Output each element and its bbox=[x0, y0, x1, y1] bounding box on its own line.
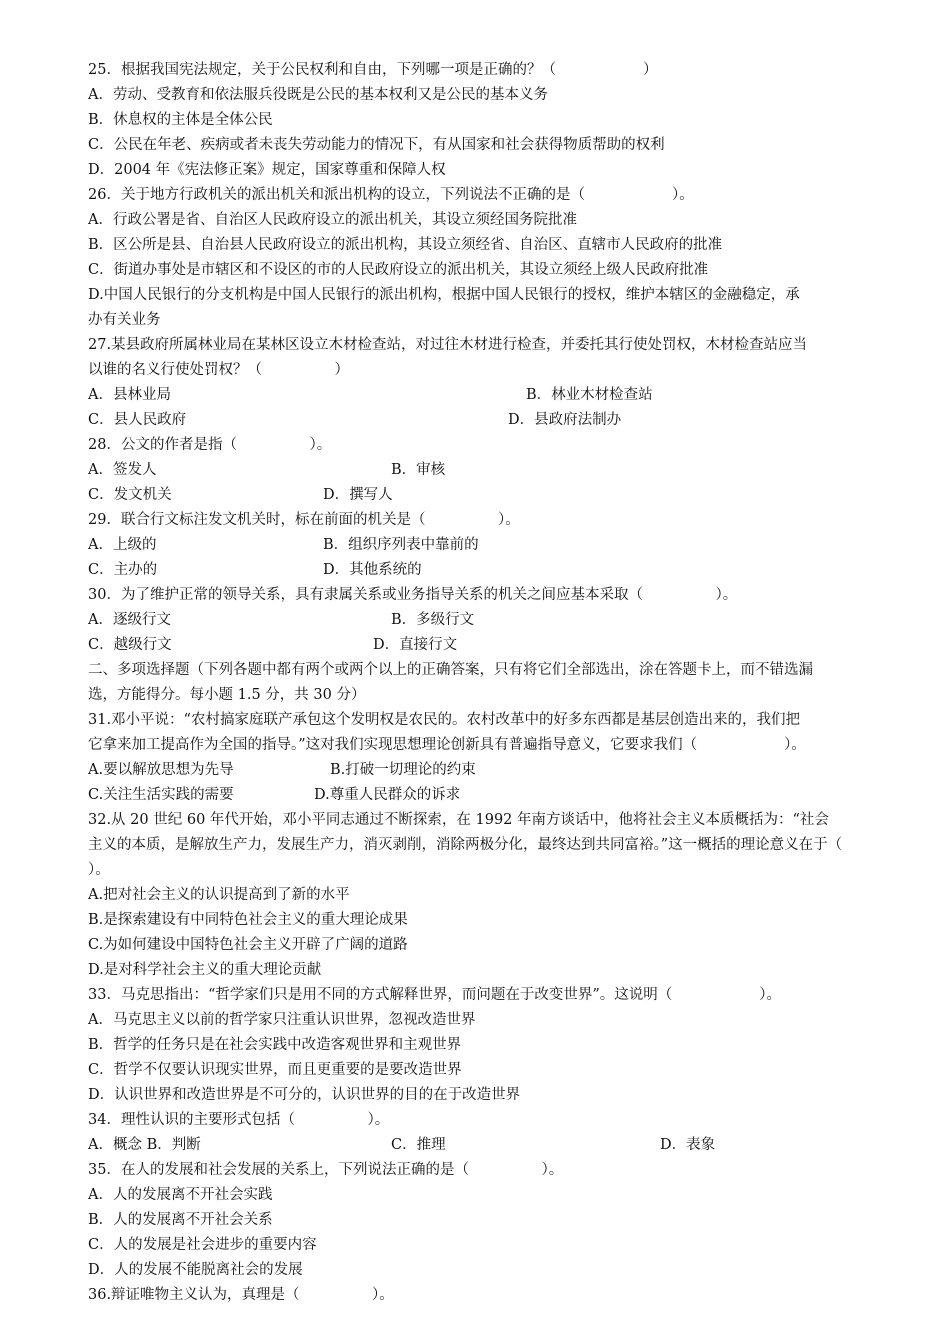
q31-options-row-2 bbox=[88, 783, 908, 808]
q32-option-b: B.是探索建设有中同特色社会主义的重大理论成果 bbox=[88, 912, 408, 928]
q33-option-b: B．哲学的任务只是在社会实践中改造客观世界和主观世界 bbox=[88, 1037, 462, 1053]
q27-stem-cont: 以谁的名义行使处罚权？（ ） bbox=[88, 362, 349, 378]
q27-stem: 27.某县政府所属林业局在某林区设立木材检查站，对过往木材进行检查，并委托其行使处罚权，木材检查站应当 bbox=[88, 337, 808, 353]
q31-option-b: B.打破一切理论的约束 bbox=[330, 762, 476, 778]
q34-option-c: C．推理 bbox=[391, 1137, 446, 1153]
q35-option-b: B．人的发展离不开社会关系 bbox=[88, 1212, 273, 1228]
q34-options-row bbox=[88, 1133, 908, 1158]
q28-option-a: A．签发人 bbox=[88, 462, 157, 478]
q35-option-a: A．人的发展离不开社会实践 bbox=[88, 1187, 273, 1203]
q30-stem: 30．为了维护正常的领导关系，具有隶属关系或业务指导关系的机关之间应基本采取（ ）。 bbox=[88, 587, 738, 603]
q30-option-b: B．多级行文 bbox=[391, 612, 475, 628]
q35-option-c: C．人的发展是社会进步的重要内容 bbox=[88, 1237, 317, 1253]
q34-stem: 34．理性认识的主要形式包括（ ）。 bbox=[88, 1112, 390, 1128]
q26-option-d: D.中国人民银行的分支机构是中国人民银行的派出机构，根据中国人民银行的授权，维护本辖区的金融稳定，承 bbox=[88, 287, 800, 303]
q31-options-row-1 bbox=[88, 758, 908, 783]
q32-option-c: C.为如何建设中国特色社会主义开辟了广阔的道路 bbox=[88, 937, 408, 953]
q35-option-d: D．人的发展不能脱离社会的发展 bbox=[88, 1262, 303, 1278]
q27-option-a: A．县林业局 bbox=[88, 387, 171, 403]
q32-option-d: D.是对科学社会主义的重大理论贡献 bbox=[88, 962, 322, 978]
q31-option-d: D.尊重人民群众的诉求 bbox=[314, 787, 461, 803]
q30-options-row-2 bbox=[88, 633, 908, 658]
q29-options-row-2 bbox=[88, 558, 908, 583]
q36-stem: 36.辩证唯物主义认为，真理是（ ）。 bbox=[88, 1287, 394, 1303]
q27-options-row-1 bbox=[88, 383, 908, 408]
q30-option-c: C．越级行文 bbox=[88, 637, 172, 653]
q26-stem: 26．关于地方行政机关的派出机关和派出机构的设立，下列说法不正确的是（ ）。 bbox=[88, 187, 694, 203]
q25-stem: 25．根据我国宪法规定，关于公民权利和自由，下列哪一项是正确的？（ ） bbox=[88, 62, 658, 78]
q29-option-b: B．组织序列表中靠前的 bbox=[323, 537, 479, 553]
q28-options-row-1 bbox=[88, 458, 908, 483]
q29-stem: 29．联合行文标注发文机关时，标在前面的机关是（ ）。 bbox=[88, 512, 520, 528]
q25-option-d: D．2004 年《宪法修正案》规定，国家尊重和保障人权 bbox=[88, 162, 446, 178]
q29-option-c: C．主办的 bbox=[88, 562, 158, 578]
q28-option-d: D．撰写人 bbox=[323, 487, 393, 503]
q30-option-d: D．直接行文 bbox=[373, 637, 458, 653]
q31-option-a: A.要以解放思想为先导 bbox=[88, 762, 234, 778]
q28-option-c: C．发文机关 bbox=[88, 487, 172, 503]
q31-option-c: C.关注生活实践的需要 bbox=[88, 787, 234, 803]
section-2-heading-cont: 选，方能得分。每小题 1.5 分，共 30 分） bbox=[88, 687, 366, 703]
q25-option-b: B．休息权的主体是全体公民 bbox=[88, 112, 273, 128]
q28-options-row-2 bbox=[88, 483, 908, 508]
q30-option-a: A．逐级行文 bbox=[88, 612, 171, 628]
q33-option-a: A．马克思主义以前的哲学家只注重认识世界，忽视改造世界 bbox=[88, 1012, 476, 1028]
q26-option-d-cont: 办有关业务 bbox=[88, 312, 161, 328]
q31-stem-cont: 它拿来加工提高作为全国的指导。”这对我们实现思想理论创新具有普遍指导意义，它要求我们（ ）。 bbox=[88, 737, 806, 753]
q28-stem: 28．公文的作者是指（ ）。 bbox=[88, 437, 332, 453]
q26-option-b: B．区公所是县、自治县人民政府设立的派出机构，其设立须经省、自治区、直辖市人民政府的批准 bbox=[88, 237, 723, 253]
q26-option-a: A．行政公署是省、自治区人民政府设立的派出机关，其设立须经国务院批准 bbox=[88, 212, 577, 228]
q30-options-row-1 bbox=[88, 608, 908, 633]
q34-option-a-b: A．概念 B．判断 bbox=[88, 1137, 201, 1153]
q27-option-c: C．县人民政府 bbox=[88, 412, 187, 428]
q25-option-c: C．公民在年老、疾病或者未丧失劳动能力的情况下，有从国家和社会获得物质帮助的权利 bbox=[88, 137, 665, 153]
section-2-heading: 二、多项选择题（下列各题中都有两个或两个以上的正确答案，只有将它们全部选出，涂在答题卡上，而不错选漏 bbox=[88, 662, 813, 678]
q33-option-d: D．认识世界和改造世界是不可分的，认识世界的目的在于改造世界 bbox=[88, 1087, 521, 1103]
q27-option-d: D．县政府法制办 bbox=[508, 412, 622, 428]
q29-option-a: A．上级的 bbox=[88, 537, 157, 553]
q28-option-b: B．审核 bbox=[391, 462, 446, 478]
q29-option-d: D．其他系统的 bbox=[323, 562, 422, 578]
q32-stem-end: ）。 bbox=[88, 862, 110, 878]
q26-option-c: C．街道办事处是市辖区和不设区的市的人民政府设立的派出机关，其设立须经上级人民政府批准 bbox=[88, 262, 709, 278]
q31-stem: 31.邓小平说：“农村搞家庭联产承包这个发明权是农民的。农村改革中的好多东西都是基层创造出来的，我们把 bbox=[88, 712, 800, 728]
q32-stem-cont: 主义的本质，是解放生产力，发展生产力，消灭剥削，消除两极分化，最终达到共同富裕。”这一概括的理论意义在于（ bbox=[88, 837, 843, 853]
q32-option-a: A.把对社会主义的认识提高到了新的水平 bbox=[88, 887, 350, 903]
q33-option-c: C．哲学不仅要认识现实世界，而且更重要的是要改造世界 bbox=[88, 1062, 462, 1078]
q27-options-row-2 bbox=[88, 408, 908, 433]
q32-stem: 32.从 20 世纪 60 年代开始，邓小平同志通过不断探索，在 1992 年南方谈话中，他将社会主义本质概括为：“社会 bbox=[88, 812, 829, 828]
q29-options-row-1 bbox=[88, 533, 908, 558]
q33-stem: 33．马克思指出：“哲学家们只是用不同的方式解释世界，而问题在于改变世界”。这说明（ ）。 bbox=[88, 987, 782, 1003]
q27-option-b: B．林业木材检查站 bbox=[526, 387, 653, 403]
q35-stem: 35．在人的发展和社会发展的关系上，下列说法正确的是（ ）。 bbox=[88, 1162, 564, 1178]
q34-option-d: D．表象 bbox=[660, 1137, 716, 1153]
q25-option-a: A．劳动、受教育和依法服兵役既是公民的基本权利又是公民的基本义务 bbox=[88, 87, 548, 103]
